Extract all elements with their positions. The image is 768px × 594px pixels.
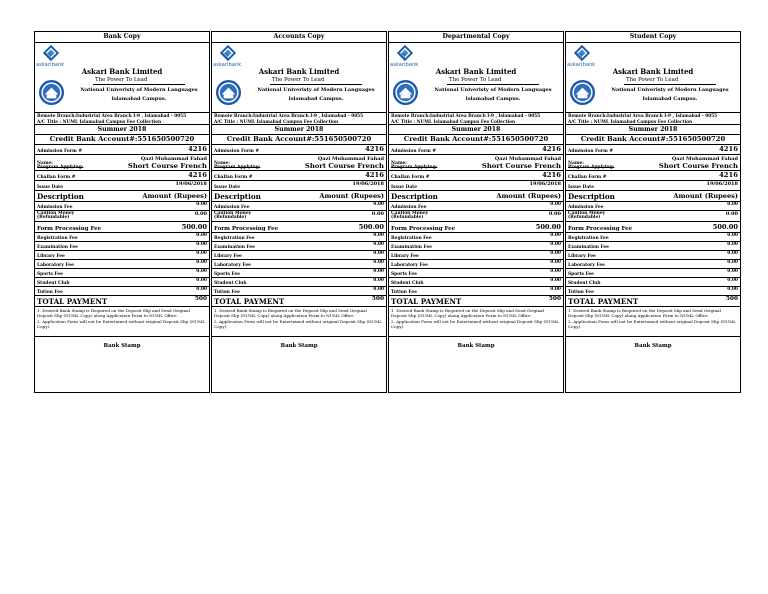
copy-title: Student Copy <box>566 32 740 43</box>
fee-amount: 0.00 <box>373 260 384 265</box>
fee-row-admission <box>566 202 740 211</box>
program-value: Short Course French <box>304 162 384 170</box>
name-label: Name: <box>37 161 53 166</box>
fee-row-library <box>35 251 209 260</box>
fee-row-library <box>212 251 386 260</box>
fee-label: Form Processing Fee <box>391 226 456 232</box>
fee-row-tuition <box>35 287 209 296</box>
bank-tagline: The Power To Lead <box>447 76 539 85</box>
fee-row-student-club <box>566 278 740 287</box>
fee-amount: 0.00 <box>727 269 738 274</box>
askari-bank-logo-icon <box>42 44 60 62</box>
fee-amount: 0.00 <box>550 278 561 283</box>
issue-date-row <box>566 181 740 191</box>
description-header-row <box>35 191 209 202</box>
challan-number: 4216 <box>542 171 561 179</box>
challan-number: 4216 <box>188 171 207 179</box>
applicant-row <box>566 155 740 171</box>
fee-amount: 0.00 <box>196 251 207 256</box>
fee-row-registration <box>212 233 386 242</box>
instruction-2: 2. Application Form will not be Entertained without original Deposit Slip (NUML Copy). <box>391 318 560 330</box>
total-payment-label: TOTAL PAYMENT <box>568 297 639 306</box>
fee-label: Form Processing Fee <box>37 226 102 232</box>
admission-form-label: Admission Form # <box>391 149 437 154</box>
askari-bank-logo-icon <box>396 44 414 62</box>
fee-amount: 0.00 <box>196 233 207 238</box>
challan-row <box>389 171 563 181</box>
applicant-name: Qazi Muhammad Fahad <box>494 156 561 162</box>
fee-row-registration <box>566 233 740 242</box>
fee-amount: 0.00 <box>550 242 561 247</box>
total-payment-label: TOTAL PAYMENT <box>214 297 285 306</box>
bank-name: Askari Bank Limited <box>81 67 163 76</box>
fee-label: Admission Fee <box>214 205 250 210</box>
amount-header: Amount (Rupees) <box>496 192 561 200</box>
account-title: A/C Title : NUML Islamabad Campus Fee Collection <box>568 119 693 125</box>
admission-form-row <box>566 145 740 155</box>
total-payment-value: 500 <box>548 296 561 302</box>
instructions <box>389 307 563 337</box>
university-name: National Univeristy of Modern Languages Islamabad Campus. <box>611 87 729 102</box>
issue-date-row <box>389 181 563 191</box>
credit-account: Credit Bank Account#:551650500720 <box>389 135 563 145</box>
bank-name: Askari Bank Limited <box>258 67 340 76</box>
deposit-slip-sheet <box>34 31 742 393</box>
fee-row-laboratory <box>212 260 386 269</box>
university-name: National Univeristy of Modern Languages Islamabad Campus. <box>80 87 198 102</box>
challan-number: 4216 <box>719 171 738 179</box>
copy-title: Departmental Copy <box>389 32 563 43</box>
fee-row-tuition <box>212 287 386 296</box>
total-payment-value: 500 <box>725 296 738 302</box>
session: Summer 2018 <box>389 125 563 135</box>
fee-row-form-processing <box>35 222 209 233</box>
bank-name: Askari Bank Limited <box>612 67 694 76</box>
program-label: Program Applying: <box>214 165 261 170</box>
fee-label: Sports Fee <box>391 272 417 277</box>
fee-label: Library Fee <box>214 254 242 259</box>
branch-line: Remote Branch:Industrial Area Branch I-9 , Islamabad - 0055 <box>214 114 364 119</box>
fee-label: Caution Money (Refundable) <box>37 210 75 221</box>
instruction-2: 2. Application Form will not be Entertained without original Deposit Slip (NUML Copy). <box>568 318 737 330</box>
fee-amount: 500.00 <box>181 223 207 231</box>
bank-name: Askari Bank Limited <box>435 67 517 76</box>
fee-row-caution <box>389 211 563 222</box>
bank-stamp-label: Bank Stamp <box>634 343 672 349</box>
fee-row-form-processing <box>212 222 386 233</box>
bank-tagline: The Power To Lead <box>270 76 362 85</box>
admission-form-row <box>35 145 209 155</box>
fee-label: Student Club <box>391 281 424 286</box>
fee-amount: 0.00 <box>550 251 561 256</box>
fee-amount: 500.00 <box>535 223 561 231</box>
admission-form-row <box>389 145 563 155</box>
fee-label: Laboratory Fee <box>214 263 251 268</box>
fee-amount: 0.00 <box>727 242 738 247</box>
fee-label: Laboratory Fee <box>568 263 605 268</box>
fee-label: Registration Fee <box>568 236 609 241</box>
bank-stamp-area <box>566 337 740 392</box>
issue-date-label: Issue Date <box>37 185 63 190</box>
bank-logo <box>389 43 563 68</box>
session: Summer 2018 <box>566 125 740 135</box>
logo-wordmark: askaribank <box>36 62 65 68</box>
fee-label: Registration Fee <box>214 236 255 241</box>
fee-label: Examination Fee <box>568 245 609 250</box>
admission-form-row <box>212 145 386 155</box>
issue-date-row <box>212 181 386 191</box>
program-label: Program Applying: <box>568 165 615 170</box>
university-seal-icon <box>38 79 65 106</box>
fee-amount: 0.00 <box>196 278 207 283</box>
university-seal-icon <box>392 79 419 106</box>
slip-copy-1 <box>34 31 210 393</box>
bank-logo <box>566 43 740 68</box>
amount-header: Amount (Rupees) <box>142 192 207 200</box>
slip-copy-2 <box>211 31 387 393</box>
fee-row-tuition <box>566 287 740 296</box>
branch-line: Remote Branch:Industrial Area Branch I-9 , Islamabad - 0055 <box>37 114 187 119</box>
fee-label: Registration Fee <box>37 236 78 241</box>
fee-label: Library Fee <box>568 254 596 259</box>
total-payment-row <box>566 296 740 307</box>
fee-row-examination <box>389 242 563 251</box>
fee-label: Library Fee <box>391 254 419 259</box>
fee-amount: 0.00 <box>196 269 207 274</box>
account-title: A/C Title : NUML Islamabad Campus Fee Collection <box>37 119 162 125</box>
fee-label: Registration Fee <box>391 236 432 241</box>
copy-title: Bank Copy <box>35 32 209 43</box>
fee-amount: 0.00 <box>727 278 738 283</box>
applicant-name: Qazi Muhammad Fahad <box>671 156 738 162</box>
instruction-2: 2. Application Form will not be Entertained without original Deposit Slip (NUML Copy). <box>214 318 383 330</box>
total-payment-label: TOTAL PAYMENT <box>391 297 462 306</box>
copy-title: Accounts Copy <box>212 32 386 43</box>
fee-label: Student Club <box>568 281 601 286</box>
challan-row <box>35 171 209 181</box>
admission-form-label: Admission Form # <box>37 149 83 154</box>
logo-wordmark: askaribank <box>567 62 596 68</box>
amount-header: Amount (Rupees) <box>319 192 384 200</box>
fee-label: Caution Money (Refundable) <box>391 210 429 221</box>
branch-info <box>566 112 740 125</box>
admission-form-label: Admission Form # <box>214 149 260 154</box>
applicant-row <box>212 155 386 171</box>
bank-logo <box>35 43 209 68</box>
challan-label: Challan Form # <box>568 175 607 180</box>
fee-label: Form Processing Fee <box>214 226 279 232</box>
bank-stamp-label: Bank Stamp <box>457 343 495 349</box>
branch-line: Remote Branch:Industrial Area Branch I-9 , Islamabad - 0055 <box>391 114 541 119</box>
issue-date: 19/06/2018 <box>352 181 384 187</box>
fee-amount: 0.00 <box>194 211 207 217</box>
fee-row-examination <box>35 242 209 251</box>
total-payment-row <box>212 296 386 307</box>
name-label: Name: <box>391 161 407 166</box>
total-payment-value: 500 <box>194 296 207 302</box>
bank-tagline: The Power To Lead <box>93 76 185 85</box>
fee-label: Admission Fee <box>391 205 427 210</box>
fee-label: Laboratory Fee <box>391 263 428 268</box>
fee-row-form-processing <box>566 222 740 233</box>
fee-label: Library Fee <box>37 254 65 259</box>
description-header: Description <box>391 192 438 201</box>
fee-amount: 0.00 <box>196 202 207 207</box>
admission-form-label: Admission Form # <box>568 149 614 154</box>
branch-info <box>389 112 563 125</box>
fee-row-laboratory <box>566 260 740 269</box>
fee-amount: 0.00 <box>727 233 738 238</box>
fee-amount: 0.00 <box>727 287 738 292</box>
fee-row-library <box>389 251 563 260</box>
account-title: A/C Title : NUML Islamabad Campus Fee Collection <box>391 119 516 125</box>
logo-wordmark: askaribank <box>213 62 242 68</box>
admission-form-number: 4216 <box>719 145 738 153</box>
instruction-2: 2. Application Form will not be Entertained without original Deposit Slip (NUML Copy). <box>37 318 206 330</box>
issue-date-label: Issue Date <box>568 185 594 190</box>
description-header: Description <box>214 192 261 201</box>
issue-date: 19/06/2018 <box>529 181 561 187</box>
challan-number: 4216 <box>365 171 384 179</box>
fee-row-registration <box>35 233 209 242</box>
fee-row-library <box>566 251 740 260</box>
fee-label: Form Processing Fee <box>568 226 633 232</box>
challan-label: Challan Form # <box>391 175 430 180</box>
issue-date: 19/06/2018 <box>706 181 738 187</box>
applicant-name: Qazi Muhammad Fahad <box>140 156 207 162</box>
challan-label: Challan Form # <box>37 175 76 180</box>
admission-form-number: 4216 <box>365 145 384 153</box>
fee-row-examination <box>566 242 740 251</box>
fee-amount: 500.00 <box>712 223 738 231</box>
university-seal-icon <box>569 79 596 106</box>
fee-row-caution <box>566 211 740 222</box>
admission-form-number: 4216 <box>542 145 561 153</box>
fee-row-laboratory <box>35 260 209 269</box>
fee-label: Caution Money (Refundable) <box>568 210 606 221</box>
fee-amount: 0.00 <box>727 251 738 256</box>
credit-account: Credit Bank Account#:551650500720 <box>566 135 740 145</box>
program-label: Program Applying: <box>391 165 438 170</box>
instruction-1: 1. Desired Bank Stamp is Required on the Deposit Slip and Send Original Deposit Slip (NUML Copy) along Application Form to NUML Office. <box>391 308 544 319</box>
total-payment-row <box>389 296 563 307</box>
issue-date-label: Issue Date <box>391 185 417 190</box>
instructions <box>566 307 740 337</box>
bank-tagline: The Power To Lead <box>624 76 716 85</box>
fee-amount: 0.00 <box>373 202 384 207</box>
instructions <box>212 307 386 337</box>
fee-row-sports <box>566 269 740 278</box>
fee-label: Examination Fee <box>37 245 78 250</box>
applicant-row <box>35 155 209 171</box>
fee-row-admission <box>212 202 386 211</box>
fee-amount: 0.00 <box>548 211 561 217</box>
branch-info <box>212 112 386 125</box>
fee-label: Student Club <box>37 281 70 286</box>
fee-row-student-club <box>389 278 563 287</box>
fee-row-admission <box>389 202 563 211</box>
fee-amount: 0.00 <box>196 287 207 292</box>
challan-label: Challan Form # <box>214 175 253 180</box>
fee-label: Student Club <box>214 281 247 286</box>
bank-stamp-area <box>35 337 209 392</box>
credit-account: Credit Bank Account#:551650500720 <box>35 135 209 145</box>
bank-logo <box>212 43 386 68</box>
fee-amount: 500.00 <box>358 223 384 231</box>
fee-label: Sports Fee <box>37 272 63 277</box>
total-payment-label: TOTAL PAYMENT <box>37 297 108 306</box>
instruction-1: 1. Desired Bank Stamp is Required on the Deposit Slip and Send Original Deposit Slip (NUML Copy) along Application Form to NUML Office. <box>37 308 190 319</box>
fee-label: Admission Fee <box>37 205 73 210</box>
fee-row-sports <box>212 269 386 278</box>
fee-amount: 0.00 <box>373 251 384 256</box>
branch-line: Remote Branch:Industrial Area Branch I-9 , Islamabad - 0055 <box>568 114 718 119</box>
fee-label: Tution Fee <box>214 290 240 295</box>
program-value: Short Course French <box>127 162 207 170</box>
instructions <box>35 307 209 337</box>
fee-label: Sports Fee <box>214 272 240 277</box>
program-label: Program Applying: <box>37 165 84 170</box>
fee-amount: 0.00 <box>371 211 384 217</box>
fee-row-tuition <box>389 287 563 296</box>
fee-label: Tution Fee <box>391 290 417 295</box>
fee-amount: 0.00 <box>550 202 561 207</box>
branch-info <box>35 112 209 125</box>
description-header-row <box>389 191 563 202</box>
description-header-row <box>566 191 740 202</box>
bank-stamp-label: Bank Stamp <box>103 343 141 349</box>
fee-amount: 0.00 <box>373 278 384 283</box>
fee-amount: 0.00 <box>196 242 207 247</box>
fee-row-caution <box>35 211 209 222</box>
fee-amount: 0.00 <box>727 260 738 265</box>
session: Summer 2018 <box>35 125 209 135</box>
fee-label: Tution Fee <box>37 290 63 295</box>
bank-stamp-area <box>389 337 563 392</box>
fee-row-laboratory <box>389 260 563 269</box>
fee-label: Admission Fee <box>568 205 604 210</box>
fee-label: Laboratory Fee <box>37 263 74 268</box>
issue-date-label: Issue Date <box>214 185 240 190</box>
askari-bank-logo-icon <box>573 44 591 62</box>
fee-amount: 0.00 <box>550 233 561 238</box>
fee-row-caution <box>212 211 386 222</box>
fee-amount: 0.00 <box>373 269 384 274</box>
session: Summer 2018 <box>212 125 386 135</box>
name-label: Name: <box>568 161 584 166</box>
total-payment-row <box>35 296 209 307</box>
fee-label: Caution Money (Refundable) <box>214 210 252 221</box>
university-name: National Univeristy of Modern Languages Islamabad Campus. <box>434 87 552 102</box>
fee-amount: 0.00 <box>550 260 561 265</box>
issue-date-row <box>35 181 209 191</box>
bank-stamp-label: Bank Stamp <box>280 343 318 349</box>
program-value: Short Course French <box>658 162 738 170</box>
total-payment-value: 500 <box>371 296 384 302</box>
fee-amount: 0.00 <box>725 211 738 217</box>
account-title: A/C Title : NUML Islamabad Campus Fee Collection <box>214 119 339 125</box>
fee-row-student-club <box>212 278 386 287</box>
name-label: Name: <box>214 161 230 166</box>
logo-wordmark: askaribank <box>390 62 419 68</box>
fee-amount: 0.00 <box>373 287 384 292</box>
fee-row-sports <box>389 269 563 278</box>
fee-amount: 0.00 <box>550 269 561 274</box>
fee-label: Sports Fee <box>568 272 594 277</box>
fee-row-registration <box>389 233 563 242</box>
fee-row-student-club <box>35 278 209 287</box>
fee-amount: 0.00 <box>727 202 738 207</box>
program-value: Short Course French <box>481 162 561 170</box>
instruction-1: 1. Desired Bank Stamp is Required on the Deposit Slip and Send Original Deposit Slip (NUML Copy) along Application Form to NUML Office. <box>568 308 721 319</box>
bank-stamp-area <box>212 337 386 392</box>
description-header: Description <box>568 192 615 201</box>
fee-label: Tution Fee <box>568 290 594 295</box>
challan-row <box>212 171 386 181</box>
fee-label: Examination Fee <box>214 245 255 250</box>
fee-row-sports <box>35 269 209 278</box>
university-name: National Univeristy of Modern Languages Islamabad Campus. <box>257 87 375 102</box>
fee-amount: 0.00 <box>550 287 561 292</box>
slip-copy-3 <box>388 31 564 393</box>
instruction-1: 1. Desired Bank Stamp is Required on the Deposit Slip and Send Original Deposit Slip (NUML Copy) along Application Form to NUML Office. <box>214 308 367 319</box>
fee-amount: 0.00 <box>373 233 384 238</box>
fee-label: Examination Fee <box>391 245 432 250</box>
fee-row-form-processing <box>389 222 563 233</box>
applicant-name: Qazi Muhammad Fahad <box>317 156 384 162</box>
issue-date: 19/06/2018 <box>175 181 207 187</box>
fee-amount: 0.00 <box>196 260 207 265</box>
fee-row-examination <box>212 242 386 251</box>
amount-header: Amount (Rupees) <box>673 192 738 200</box>
slip-copy-4 <box>565 31 741 393</box>
applicant-row <box>389 155 563 171</box>
description-header: Description <box>37 192 84 201</box>
admission-form-number: 4216 <box>188 145 207 153</box>
fee-row-admission <box>35 202 209 211</box>
university-seal-icon <box>215 79 242 106</box>
fee-amount: 0.00 <box>373 242 384 247</box>
challan-row <box>566 171 740 181</box>
credit-account: Credit Bank Account#:551650500720 <box>212 135 386 145</box>
askari-bank-logo-icon <box>219 44 237 62</box>
description-header-row <box>212 191 386 202</box>
